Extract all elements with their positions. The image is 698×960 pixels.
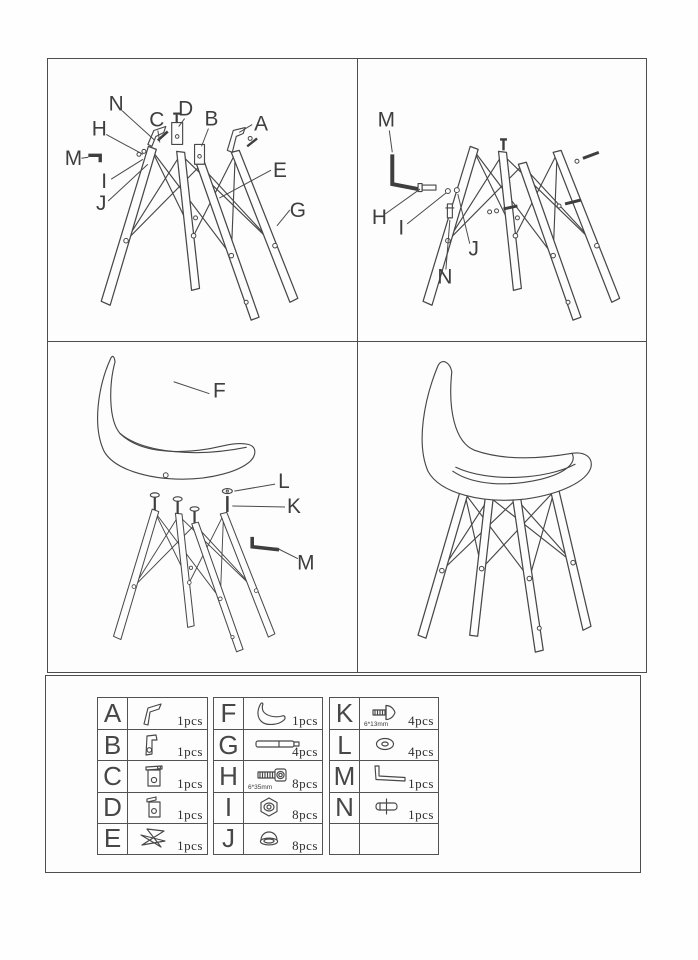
- part-cell: [360, 792, 438, 823]
- part-qty: 4pcs: [292, 744, 318, 760]
- part-callout: A: [254, 112, 269, 136]
- part-size: 6*13mm: [364, 721, 389, 729]
- part-letter: B: [98, 729, 128, 760]
- part-letter: F: [214, 698, 244, 729]
- part-callout: K: [286, 494, 301, 518]
- part-callout: D: [178, 97, 194, 121]
- allen-key-glyph: [252, 537, 279, 550]
- part-callout: B: [204, 107, 219, 131]
- part-cell: [244, 698, 322, 729]
- empty-part-cell: [360, 823, 438, 854]
- part-letter: G: [214, 729, 244, 760]
- clip-bracket-icon: [137, 732, 167, 758]
- part-cell: [360, 729, 438, 760]
- allen-key-icon: [369, 763, 411, 789]
- part-qty: 8pcs: [292, 837, 318, 853]
- panel-step3-attach-seat: [48, 342, 357, 672]
- assembled-chair-drawing: [358, 342, 647, 671]
- seat-shell-icon: [253, 701, 289, 727]
- seat-shell: [422, 362, 591, 501]
- part-qty: 8pcs: [292, 806, 318, 822]
- part-cell: [360, 698, 438, 729]
- part-qty: 1pcs: [177, 713, 203, 729]
- nut-glyph: [454, 188, 459, 193]
- parts-table-1: [97, 697, 208, 855]
- panel-step4-assembled-chair: [358, 342, 648, 672]
- part-callout: F: [213, 379, 226, 403]
- part-cell: [128, 823, 207, 854]
- pin-glyph: [446, 204, 454, 218]
- part-callout: M: [297, 551, 315, 575]
- washer-icon: [369, 732, 401, 758]
- part-cell: [244, 823, 322, 854]
- top-row: [47, 58, 647, 342]
- part-cell: [128, 760, 207, 791]
- part-callout: E: [272, 159, 287, 183]
- part-letter: C: [98, 760, 128, 791]
- base-frame-exploded-drawing: [48, 59, 357, 340]
- channel-bracket-icon: [137, 795, 167, 821]
- parts-table-2: [213, 697, 323, 855]
- part-qty: 1pcs: [177, 806, 203, 822]
- base-frame-fastening-drawing: [358, 59, 647, 340]
- part-cell: [244, 792, 322, 823]
- part-qty: 1pcs: [408, 775, 434, 791]
- part-qty: 1pcs: [408, 806, 434, 822]
- part-letter: H: [214, 760, 244, 791]
- seat-screws: [150, 489, 232, 523]
- part-cell: [244, 760, 322, 791]
- part-letter: K: [330, 698, 360, 729]
- cap-nut-icon: [253, 826, 285, 852]
- part-callout: N: [108, 92, 124, 116]
- part-qty: 8pcs: [292, 775, 318, 791]
- channel-bracket-icon: [137, 763, 167, 789]
- part-size: 6*35mm: [248, 783, 273, 791]
- part-qty: 1pcs: [177, 775, 203, 791]
- bracket-a: [227, 128, 257, 153]
- part-qty: 1pcs: [177, 837, 203, 853]
- part-letter: M: [330, 760, 360, 791]
- parts-list-panel: [45, 675, 641, 873]
- part-callout: C: [149, 108, 165, 132]
- part-callout: I: [398, 216, 405, 240]
- part-callout: N: [437, 265, 453, 289]
- chair-legs: [418, 487, 591, 652]
- part-callout: M: [377, 108, 396, 132]
- seat-shell: [98, 356, 255, 479]
- part-callout: H: [371, 205, 387, 229]
- part-qty: 1pcs: [292, 713, 318, 729]
- part-letter: J: [214, 823, 244, 854]
- part-letter: A: [98, 698, 128, 729]
- part-letter: L: [330, 729, 360, 760]
- part-callout: I: [101, 170, 108, 194]
- part-qty: 4pcs: [408, 744, 434, 760]
- part-letter: E: [98, 823, 128, 854]
- seat-attachment-drawing: [48, 342, 357, 671]
- part-cell: [360, 760, 438, 791]
- part-cell: [244, 729, 322, 760]
- allen-key-glyph: [88, 155, 100, 162]
- panel-step1-base-exploded: [48, 59, 357, 341]
- part-letter: I: [214, 792, 244, 823]
- part-callout: L: [278, 470, 290, 494]
- part-qty: 1pcs: [177, 744, 203, 760]
- part-cell: [128, 698, 207, 729]
- panel-step2-fasten-base: [358, 59, 648, 341]
- part-cell: [128, 792, 207, 823]
- bolt-glyph: [418, 184, 436, 192]
- wire-brace-icon: [137, 826, 169, 852]
- part-callout: G: [289, 198, 306, 222]
- bracket-b: [195, 144, 205, 164]
- part-callout: H: [91, 117, 107, 141]
- part-callout: J: [468, 237, 479, 261]
- part-qty: 4pcs: [408, 713, 434, 729]
- middle-row: [47, 341, 647, 673]
- part-cell: [128, 729, 207, 760]
- empty-letter-cell: [330, 823, 360, 854]
- part-letter: N: [330, 792, 360, 823]
- part-callout: M: [64, 147, 83, 171]
- part-letter: D: [98, 792, 128, 823]
- parts-table-3: [329, 697, 439, 855]
- washer-glyph: [445, 189, 450, 194]
- allen-key-glyph: [392, 154, 418, 189]
- part-callout: J: [96, 191, 107, 215]
- barrel-pin-icon: [369, 795, 407, 821]
- lock-nut-icon: [253, 795, 285, 821]
- angle-bracket-icon: [137, 701, 167, 727]
